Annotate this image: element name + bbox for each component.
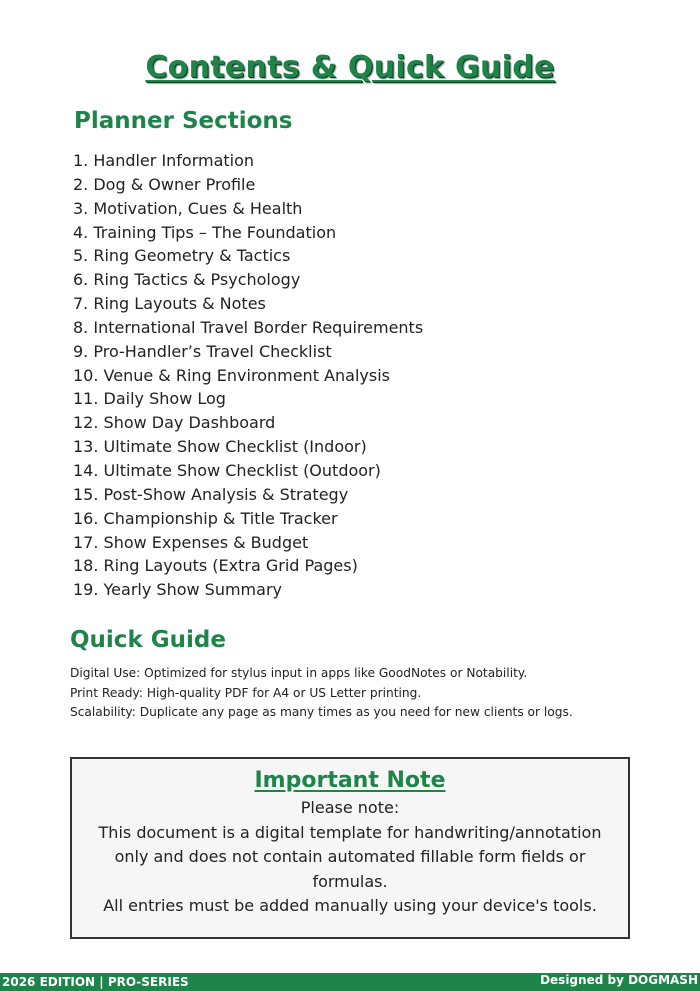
- section-item-ring-geometry: 5. Ring Geometry & Tactics: [73, 246, 291, 266]
- section-item-yearly-summary: 19. Yearly Show Summary: [73, 580, 282, 600]
- note-line: only and does not contain automated fillable form fields or: [114, 847, 586, 867]
- section-item-checklist-indoor: 13. Ultimate Show Checklist (Indoor): [73, 437, 367, 457]
- important-note-body: [72, 796, 628, 919]
- important-note-box: [70, 757, 630, 939]
- footer-designer: Designed by DOGMASH: [540, 973, 698, 987]
- footer-edition: 2026 EDITION | PRO-SERIES: [2, 975, 189, 989]
- note-line: This document is a digital template for handwriting/annotation: [98, 822, 602, 842]
- section-item-training-tips: 4. Training Tips – The Foundation: [73, 222, 337, 242]
- planner-sections-list: [73, 149, 423, 602]
- section-item-handler-information: 1. Handler Information: [73, 151, 255, 170]
- section-item-show-day-dashboard: 12. Show Day Dashboard: [73, 413, 276, 433]
- important-note-title: Important Note: [254, 768, 446, 793]
- quick-guide-digital-use: Digital Use: Optimized for stylus input in apps like GoodNotes or Notability.: [70, 666, 528, 680]
- note-line: All entries must be added manually using your device's tools.: [103, 896, 597, 916]
- section-item-travel-checklist: 9. Pro-Handler’s Travel Checklist: [73, 341, 332, 361]
- section-item-motivation-cues-health: 3. Motivation, Cues & Health: [73, 198, 303, 218]
- footer-bar: [0, 973, 700, 991]
- section-item-expenses-budget: 17. Show Expenses & Budget: [73, 532, 309, 552]
- section-item-ring-layouts-notes: 7. Ring Layouts & Notes: [73, 294, 266, 314]
- quick-guide-heading: Quick Guide: [70, 627, 226, 653]
- section-item-ring-layouts-extra: 18. Ring Layouts (Extra Grid Pages): [73, 556, 358, 576]
- section-item-dog-owner-profile: 2. Dog & Owner Profile: [73, 174, 256, 194]
- page-title: Contents & Quick Guide: [145, 50, 555, 85]
- section-item-venue-analysis: 10. Venue & Ring Environment Analysis: [73, 365, 390, 385]
- section-item-checklist-outdoor: 14. Ultimate Show Checklist (Outdoor): [73, 460, 381, 480]
- section-item-ring-tactics-psychology: 6. Ring Tactics & Psychology: [73, 270, 301, 290]
- section-item-post-show-analysis: 15. Post-Show Analysis & Strategy: [73, 484, 349, 504]
- section-item-daily-show-log: 11. Daily Show Log: [73, 389, 226, 409]
- quick-guide-text: [70, 664, 670, 723]
- quick-guide-print-ready: Print Ready: High-quality PDF for A4 or US Letter printing.: [70, 685, 422, 700]
- note-line: formulas.: [312, 871, 388, 891]
- planner-sections-heading: Planner Sections: [74, 108, 293, 134]
- section-item-title-tracker: 16. Championship & Title Tracker: [73, 508, 338, 528]
- section-item-travel-border-requirements: 8. International Travel Border Requirements: [73, 317, 424, 337]
- quick-guide-scalability: Scalability: Duplicate any page as many times as you need for new clients or logs.: [70, 705, 573, 719]
- note-line: Please note:: [300, 798, 400, 817]
